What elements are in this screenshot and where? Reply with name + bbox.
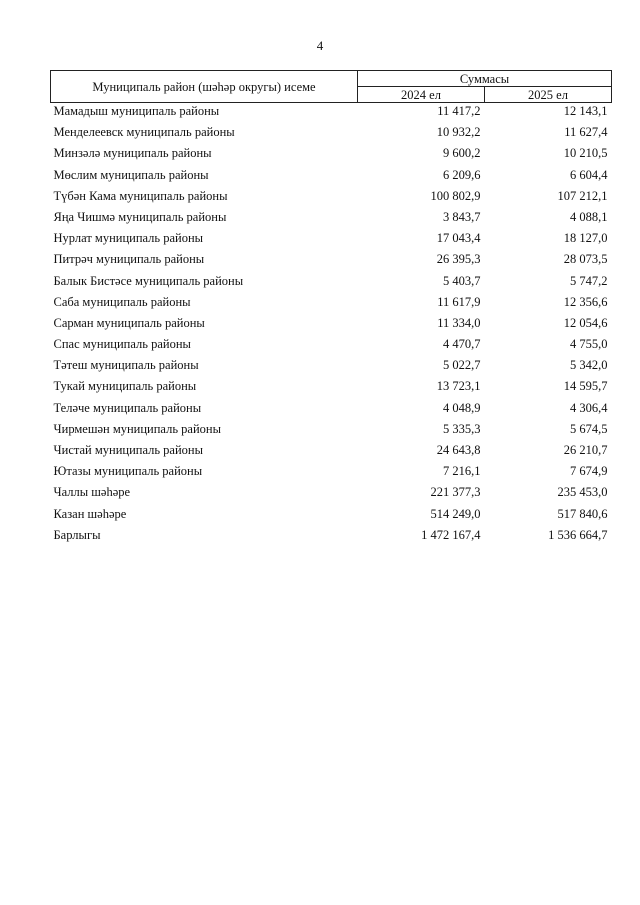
amount-2024: 11 417,2 <box>437 104 481 118</box>
table-row <box>51 167 612 188</box>
district-name: Яңа Чишмә муниципаль районы <box>53 209 227 224</box>
year-2025-header: 2025 ел <box>485 87 612 103</box>
district-name: Казан шәһәре <box>53 506 127 521</box>
table-row <box>51 506 612 527</box>
district-name: Ютазы муниципаль районы <box>53 464 203 479</box>
table-row <box>51 400 612 421</box>
budget-table <box>50 70 612 548</box>
table-row <box>51 484 612 505</box>
amount-2025: 10 210,5 <box>563 146 608 161</box>
district-name: Питрәч муниципаль районы <box>53 252 205 267</box>
amount-2025: 5 674,5 <box>570 421 608 436</box>
district-name: Тукай муниципаль районы <box>53 379 197 394</box>
amount-2024: 4 470,7 <box>443 337 481 352</box>
table-row <box>51 273 612 294</box>
table-row <box>51 421 612 442</box>
amount-2025: 6 604,4 <box>570 167 608 182</box>
amount-2024: 4 048,9 <box>443 400 481 415</box>
amount-2024: 26 395,3 <box>436 252 481 267</box>
table-row <box>51 103 612 125</box>
table-row <box>51 315 612 336</box>
district-name: Теләче муниципаль районы <box>53 400 202 415</box>
amount-2025: 7 674,9 <box>570 464 608 479</box>
amount-2025: 26 210,7 <box>563 443 608 457</box>
district-name: Мамадыш муниципаль районы <box>53 104 220 118</box>
table-row <box>51 294 612 315</box>
amount-2024: 514 249,0 <box>430 506 481 521</box>
amount-2025: 107 212,1 <box>557 188 608 203</box>
table-row <box>51 230 612 251</box>
district-name: Сарман муниципаль районы <box>53 315 205 330</box>
district-name: Минзәлә муниципаль районы <box>53 146 212 161</box>
district-name: Чирмешән муниципаль районы <box>53 421 221 436</box>
district-name: Чистай муниципаль районы <box>53 443 203 457</box>
amount-2025: 4 755,0 <box>570 337 608 352</box>
district-name: Мөслим муниципаль районы <box>53 167 209 182</box>
table-row <box>51 463 612 484</box>
district-name: Нурлат муниципаль районы <box>53 231 204 246</box>
table-row <box>51 145 612 166</box>
amount-2024: 5 335,3 <box>443 421 481 436</box>
amount-2025: 4 306,4 <box>570 400 608 415</box>
table-row <box>51 442 612 463</box>
district-name: Менделеевск муниципаль районы <box>53 125 235 140</box>
amount-2024: 10 932,2 <box>436 125 481 140</box>
amount-2025: 18 127,0 <box>563 231 608 246</box>
district-name: Саба муниципаль районы <box>53 294 191 309</box>
amount-2024: 11 334,0 <box>437 315 481 330</box>
table-body <box>51 103 612 548</box>
table-row <box>51 378 612 399</box>
amount-2024: 3 843,7 <box>443 209 481 224</box>
amount-2025: 28 073,5 <box>563 252 608 267</box>
amount-2025: 517 840,6 <box>557 506 608 521</box>
table-row <box>51 188 612 209</box>
amount-2024: 11 617,9 <box>437 294 481 309</box>
amount-2025: 1 536 664,7 <box>548 527 608 542</box>
amount-2024: 100 802,9 <box>430 188 481 203</box>
table-row <box>51 357 612 378</box>
amount-2024: 9 600,2 <box>443 146 481 161</box>
amount-2025: 5 342,0 <box>570 358 608 373</box>
amount-2024: 17 043,4 <box>436 231 481 246</box>
district-name: Балык Бистәсе муниципаль районы <box>53 273 244 288</box>
amount-2025: 235 453,0 <box>557 485 608 500</box>
amount-2025: 11 627,4 <box>564 125 608 140</box>
amount-2025: 4 088,1 <box>570 209 608 224</box>
table-row <box>51 209 612 230</box>
name-column-header: Муниципаль район (шәһәр округы) исеме <box>51 71 358 103</box>
district-name: Спас муниципаль районы <box>53 337 191 352</box>
table-row <box>51 336 612 357</box>
amount-2024: 24 643,8 <box>436 443 481 457</box>
amount-2024: 13 723,1 <box>436 379 481 394</box>
district-name: Тәтеш муниципаль районы <box>53 358 199 373</box>
amount-2025: 12 143,1 <box>563 104 608 118</box>
amounts-group-header: Суммасы <box>358 71 612 87</box>
amount-2024: 5 403,7 <box>443 273 481 288</box>
district-name: Түбән Кама муниципаль районы <box>53 188 228 203</box>
amount-2025: 5 747,2 <box>570 273 608 288</box>
amount-2024: 1 472 167,4 <box>421 527 481 542</box>
amount-2024: 221 377,3 <box>430 485 481 500</box>
table-row <box>51 124 612 145</box>
page-number: 4 <box>316 38 324 53</box>
table-row <box>51 251 612 272</box>
amount-2025: 14 595,7 <box>563 379 608 394</box>
amount-2024: 6 209,6 <box>443 167 481 182</box>
amount-2024: 7 216,1 <box>443 464 481 479</box>
district-name: Чаллы шәһәре <box>53 485 131 500</box>
year-2024-header: 2024 ел <box>358 87 485 103</box>
amount-2025: 12 054,6 <box>563 315 608 330</box>
amount-2024: 5 022,7 <box>443 358 481 373</box>
amount-2025: 12 356,6 <box>563 294 608 309</box>
table-row <box>51 527 612 548</box>
table-header <box>51 71 612 103</box>
district-name: Барлыгы <box>53 527 101 542</box>
